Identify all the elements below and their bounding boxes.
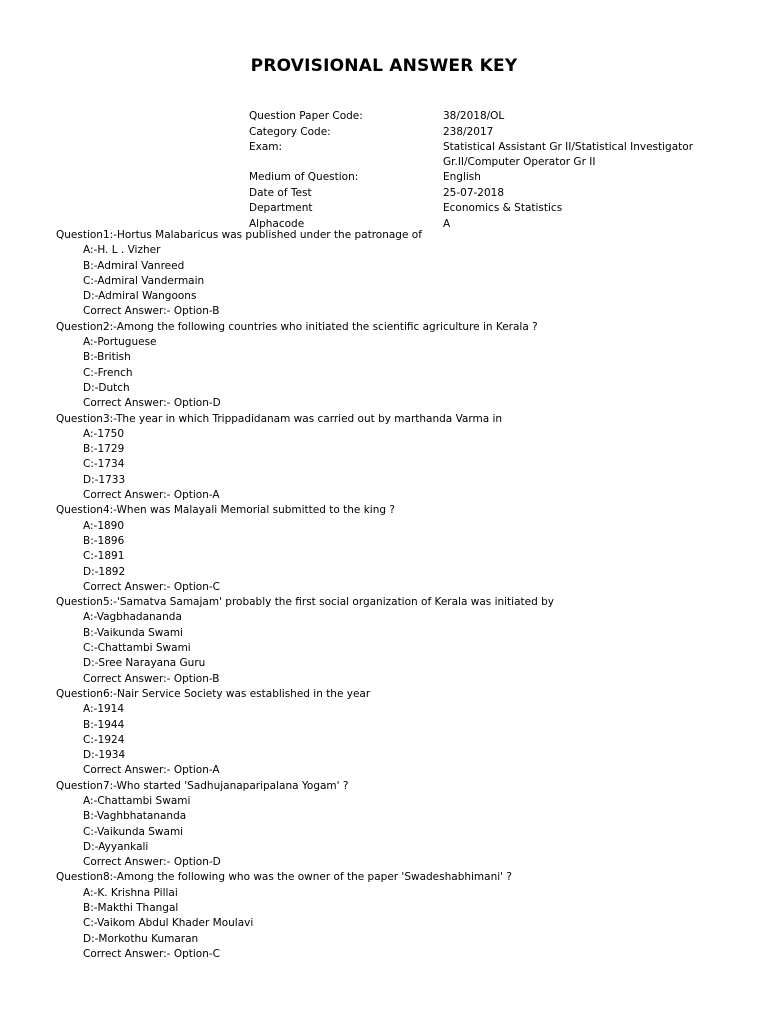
question-text: Question3:-The year in which Trippadidanam was carried out by marthanda Varma in <box>56 412 503 425</box>
option-d: D:-1892 <box>83 565 126 578</box>
meta-label: Date of Test <box>249 186 312 199</box>
meta-row-department <box>249 201 719 216</box>
question-item <box>56 320 746 412</box>
option-a: A:-1750 <box>83 427 125 440</box>
option-a: A:-1914 <box>83 703 125 716</box>
option-c: C:-Chattambi Swami <box>83 642 191 655</box>
meta-value: A <box>443 217 451 230</box>
option-a: A:-Vagbhadananda <box>83 611 182 624</box>
question-list <box>56 228 746 962</box>
meta-value: English <box>443 171 481 183</box>
correct-answer: Correct Answer:- Option-A <box>83 764 220 777</box>
meta-label: Category Code: <box>249 125 331 138</box>
question-text: Question2:-Among the following countries who initiated the scientific agriculture in Kerala ? <box>56 320 538 333</box>
option-b: B:-Admiral Vanreed <box>83 259 185 272</box>
option-d: D:-1934 <box>83 749 126 762</box>
meta-row-paper-code <box>249 109 719 124</box>
option-d: D:-Sree Narayana Guru <box>83 657 206 670</box>
option-c: C:-French <box>83 366 133 379</box>
page-title: PROVISIONAL ANSWER KEY <box>250 56 518 76</box>
option-b: B:-Vaghbhatananda <box>83 810 187 823</box>
question-text: Question4:-When was Malayali Memorial submitted to the king ? <box>56 504 395 517</box>
question-item <box>56 687 746 779</box>
option-d: D:-Admiral Wangoons <box>83 290 197 303</box>
meta-row-category-code <box>249 125 719 140</box>
correct-answer: Correct Answer:- Option-C <box>83 580 220 593</box>
correct-answer: Correct Answer:- Option-A <box>83 489 220 502</box>
meta-value: 238/2017 <box>443 125 494 138</box>
meta-row-date <box>249 186 719 201</box>
option-c: C:-1734 <box>83 458 125 471</box>
meta-label: Medium of Question: <box>249 171 359 183</box>
meta-label: Department <box>249 202 313 214</box>
option-c: C:-Vaikunda Swami <box>83 825 184 838</box>
option-a: A:-K. Krishna Pillai <box>83 886 178 899</box>
question-item <box>56 412 746 504</box>
option-a: A:-Portuguese <box>83 336 157 349</box>
option-a: A:-Chattambi Swami <box>83 794 191 807</box>
option-d: D:-Ayyankali <box>83 840 149 853</box>
meta-value: Economics & Statistics <box>443 202 563 214</box>
question-text: Question8:-Among the following who was the owner of the paper 'Swadeshabhimani' ? <box>56 871 512 884</box>
question-item <box>56 503 746 595</box>
question-text: Question7:-Who started 'Sadhujanaparipalana Yogam' ? <box>56 779 349 792</box>
option-a: A:-1890 <box>83 519 125 532</box>
option-d: D:-Dutch <box>83 381 130 394</box>
option-c: C:-Admiral Vandermain <box>83 274 205 287</box>
question-item <box>56 228 746 320</box>
question-text: Question6:-Nair Service Society was established in the year <box>56 687 371 700</box>
option-b: B:-British <box>83 351 131 364</box>
option-d: D:-Morkothu Kumaran <box>83 932 199 945</box>
meta-row-exam <box>249 140 719 169</box>
option-c: C:-1891 <box>83 550 125 563</box>
correct-answer: Correct Answer:- Option-B <box>83 672 220 685</box>
meta-value: 25-07-2018 <box>443 186 505 199</box>
question-item <box>56 870 746 962</box>
correct-answer: Correct Answer:- Option-B <box>83 305 220 318</box>
option-b: B:-1729 <box>83 443 125 456</box>
option-b: B:-1896 <box>83 534 125 547</box>
meta-row-medium <box>249 170 719 185</box>
option-b: B:-1944 <box>83 718 125 731</box>
meta-value: Statistical Assistant Gr II/Statistical Investigator Gr.II/Computer Operator Gr II <box>443 141 694 168</box>
option-a: A:-H. L . Vizher <box>83 244 161 257</box>
meta-label: Question Paper Code: <box>249 110 363 122</box>
question-item <box>56 595 746 687</box>
option-b: B:-Makthi Thangal <box>83 902 179 915</box>
meta-value: 38/2018/OL <box>443 110 505 122</box>
meta-label: Alphacode <box>249 217 305 230</box>
correct-answer: Correct Answer:- Option-D <box>83 856 221 869</box>
option-b: B:-Vaikunda Swami <box>83 626 183 639</box>
correct-answer: Correct Answer:- Option-D <box>83 397 221 410</box>
meta-label: Exam: <box>249 141 283 153</box>
option-c: C:-1924 <box>83 733 125 746</box>
correct-answer: Correct Answer:- Option-C <box>83 947 220 960</box>
exam-details <box>249 109 719 232</box>
question-text: Question1:-Hortus Malabaricus was published under the patronage of <box>56 229 422 241</box>
option-d: D:-1733 <box>83 473 126 486</box>
question-text: Question5:-'Samatva Samajam' probably the first social organization of Kerala was initiated by <box>56 596 554 609</box>
question-item <box>56 779 746 871</box>
option-c: C:-Vaikom Abdul Khader Moulavi <box>83 917 254 930</box>
